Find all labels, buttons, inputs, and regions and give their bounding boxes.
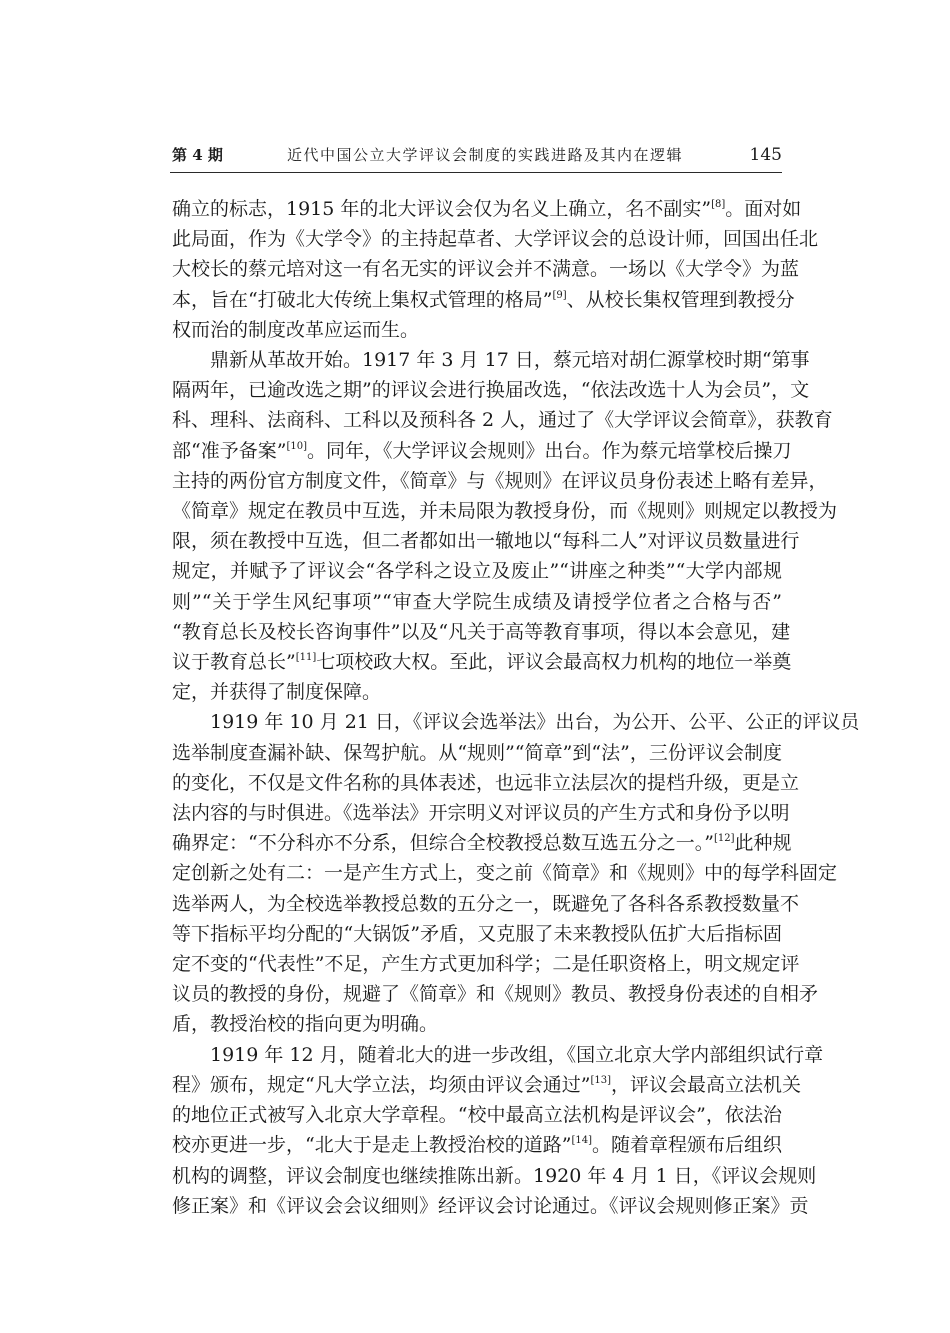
- text-line: 校亦更进一步，“北大于是走上教授治校的道路”[14]。随着章程颁布后组织: [172, 1134, 782, 1157]
- citation-marker: [13]: [590, 1074, 611, 1086]
- citation-marker: [8]: [711, 199, 726, 210]
- text-line: 限，须在教授中互选，但二者都如出一辙地以“每科二人”对评议员数量进行: [172, 530, 800, 553]
- text-line: 议员的教授的身份，规避了《简章》和《规则》教员、教授身份表述的自相矛: [172, 983, 819, 1006]
- citation-marker: [9]: [552, 289, 567, 301]
- running-header: [172, 142, 782, 168]
- citation-marker: [14]: [571, 1135, 592, 1147]
- text-line: 主持的两份官方制度文件，《简章》与《规则》在评议员身份表述上略有差异，: [172, 469, 828, 492]
- page-number: 145: [749, 145, 782, 165]
- text-line: 的变化，不仅是文件名称的具体表述，也远非立法层次的提档升级，更是立: [172, 771, 800, 794]
- text-line: 确立的标志，1915 年的北大评议会仅为名义上确立，名不副实”[8]。面对如: [172, 198, 802, 220]
- text-line: 的地位正式被写入北京大学章程。“校中最高立法机构是评议会”，依法治: [172, 1104, 782, 1127]
- body-paragraph: [172, 345, 838, 707]
- text-line: 鼎新从革故开始。1917 年 3 月 17 日，蔡元培对胡仁源掌校时期“第事: [210, 349, 810, 372]
- text-line: 大校长的蔡元培对这一有名无实的评议会并不满意。一场以《大学令》为蓝: [172, 258, 800, 281]
- text-line: 定创新之处有二：一是产生方式上，变之前《简章》和《规则》中的每学科固定: [172, 862, 838, 885]
- text-line: 隔两年，已逾改选之期”的评议会进行换届改选，“依法改选十人为会员”，文: [172, 379, 810, 402]
- text-line: 《简章》规定在教员中互选，并未局限为教授身份，而《规则》则规定以教授为: [172, 500, 838, 523]
- text-line: 盾，教授治校的指向更为明确。: [172, 1013, 439, 1036]
- text-line: 定不变的“代表性”不足，产生方式更加科学；二是任职资格上，明文规定评: [172, 953, 800, 976]
- text-line: 1919 年 10 月 21 日，《评议会选举法》出台，为公开、公平、公正的评议员: [210, 711, 860, 734]
- text-line: 议于教育总长”[11]七项校政大权。至此，评议会最高权力机构的地位一举奠: [172, 651, 792, 674]
- body-paragraph: [172, 194, 819, 345]
- body-paragraph: [172, 1040, 824, 1221]
- text-line: 本，旨在“打破北大传统上集权式管理的格局”[9]、从校长集权管理到教授分: [172, 288, 795, 311]
- text-line: 选举两人，为全校选举教授总数的五分之一，既避免了各科各系教授数量不: [172, 892, 800, 915]
- citation-marker: [11]: [295, 652, 317, 664]
- text-line: 科、理科、法商科、工科以及预科各 2 人，通过了《大学评议会简章》，获教育: [172, 409, 833, 432]
- citation-marker: [10]: [286, 440, 307, 452]
- text-line: 等下指标平均分配的“大锅饭”矛盾，又克服了未来教授队伍扩大后指标固: [172, 922, 782, 945]
- text-line: 程》颁布，规定“凡大学立法，均须由评议会通过”[13]，评议会最高立法机关: [172, 1073, 801, 1096]
- text-line: 法内容的与时俱进。《选举法》开宗明义对评议员的产生方式和身份予以明: [172, 802, 790, 825]
- text-line: 选举制度查漏补缺、保驾护航。从“规则”“简章”到“法”，三份评议会制度: [172, 741, 782, 764]
- text-line: 1919 年 12 月，随着北大的进一步改组，《国立北京大学内部组织试行章: [210, 1043, 824, 1066]
- text-line: 规定，并赋予了评议会“各学科之设立及废止”“讲座之种类”“大学内部规: [172, 560, 782, 583]
- text-line: 定，并获得了制度保障。: [172, 681, 382, 704]
- issue-number: 第 4 期: [172, 146, 223, 164]
- body-paragraph: [172, 707, 860, 1039]
- text-line: 机构的调整，评议会制度也继续推陈出新。1920 年 4 月 1 日，《评议会规则: [172, 1164, 817, 1187]
- text-line: 权而治的制度改革应运而生。: [172, 318, 420, 341]
- text-line: 确界定：“不分科亦不分系，但综合全校教授总数互选五分之一。”[12]此种规: [172, 832, 792, 855]
- text-line: 修正案》和《评议会会议细则》经评议会讨论通过。《评议会规则修正案》贡: [172, 1194, 809, 1217]
- header-rule: [170, 172, 782, 173]
- text-line: 此局面，作为《大学令》的主持起草者、大学评议会的总设计师，回国出任北: [172, 228, 819, 251]
- text-line: 部“准予备案”[10]。同年，《大学评议会规则》出台。作为蔡元培掌校后操刀: [172, 439, 792, 462]
- text-line: “教育总长及校长咨询事件”以及“凡关于高等教育事项，得以本会意见，建: [172, 620, 791, 643]
- running-title: 近代中国公立大学评议会制度的实践进路及其内在逻辑: [287, 146, 684, 164]
- article-body: [172, 194, 860, 1221]
- citation-marker: [12]: [713, 833, 735, 845]
- text-line: 则”“关于学生风纪事项”“审查大学院生成绩及请授学位者之合格与否”: [172, 590, 782, 613]
